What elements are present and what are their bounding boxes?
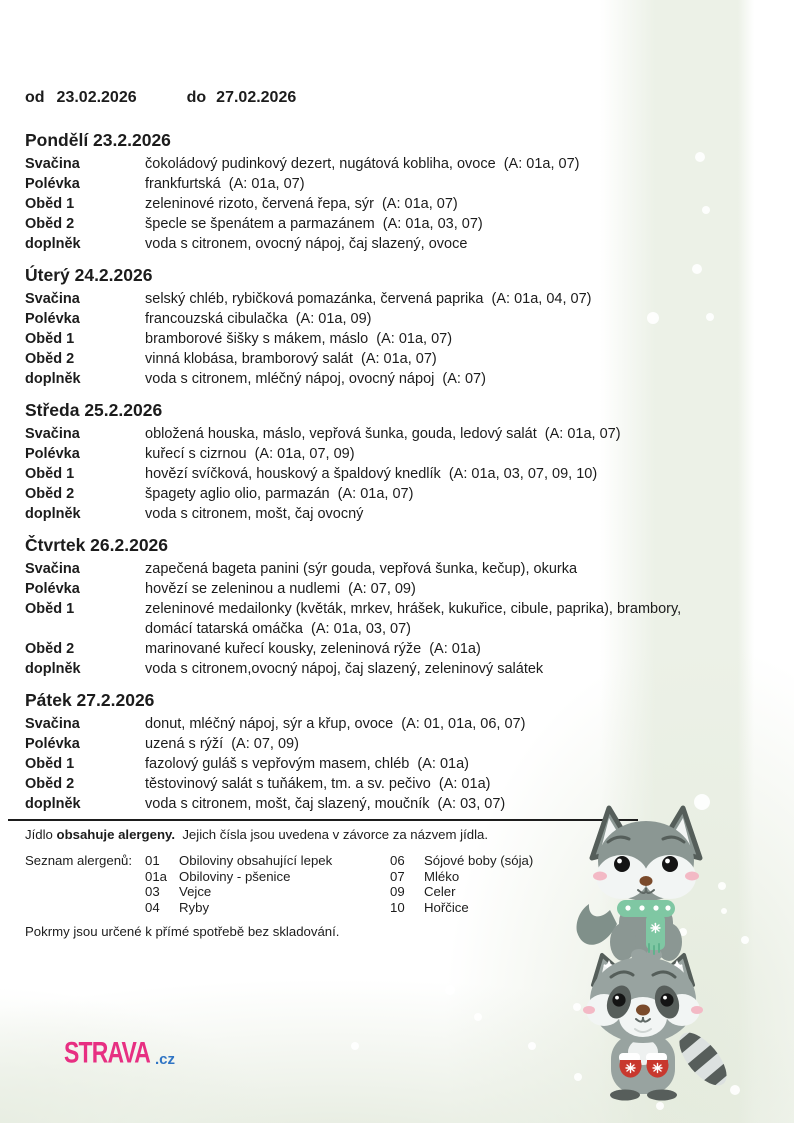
- meal-label: Polévka: [25, 311, 80, 327]
- storage-note: Pokrmy jsou určené k přímé spotřebě bez skladování.: [25, 924, 340, 939]
- meal-text: marinované kuřecí kousky, zeleninová rýže (A: 01a): [145, 641, 481, 657]
- allergen-note-prefix: Jídlo: [25, 827, 57, 842]
- snow-dot: [351, 1042, 359, 1050]
- meal-text: vinná klobása, bramborový salát (A: 01a, 07): [145, 351, 437, 367]
- logo-brand: STRAVA: [64, 1036, 151, 1070]
- meal-text: voda s citronem, ovocný nápoj, čaj slazený, ovoce: [145, 236, 468, 252]
- allergen-name: Ryby: [179, 899, 210, 915]
- menu-row: [25, 484, 794, 504]
- snow-dot: [702, 206, 710, 214]
- meal-label: Oběd 2: [25, 216, 75, 232]
- allergen-column-1: [145, 853, 390, 915]
- meal-text: těstovinový salát s tuňákem, tm. a sv. pečivo (A: 01a): [145, 776, 491, 792]
- menu-row: [25, 444, 794, 464]
- meal-label: Polévka: [25, 446, 80, 462]
- allergen-name: Hořčice: [424, 899, 469, 915]
- snow-dot: [474, 1013, 482, 1021]
- allergen-name: Vejce: [179, 884, 212, 899]
- menu-row: [25, 464, 794, 484]
- snow-dot: [706, 313, 714, 321]
- allergen-name: Sójové boby (sója): [424, 853, 534, 868]
- menu-row: [25, 194, 794, 214]
- menu-row: [25, 154, 794, 174]
- meal-text: hovězí svíčková, houskový a špaldový knedlík (A: 01a, 03, 07, 09, 10): [145, 466, 598, 482]
- meal-text: bramborové šišky s mákem, máslo (A: 01a, 07): [145, 331, 453, 347]
- menu-row: [25, 174, 794, 194]
- allergen-code: 06: [390, 853, 405, 868]
- day-section: [25, 535, 794, 679]
- day-rows: [25, 559, 794, 679]
- meal-label: Svačina: [25, 561, 80, 577]
- day-rows: [25, 424, 794, 524]
- strava-logo: [64, 1036, 175, 1070]
- allergen-name: Celer: [424, 884, 456, 899]
- meal-text: voda s citronem, mošt, čaj slazený, moučník (A: 03, 07): [145, 796, 506, 812]
- meal-text: zeleninové medailonky (květák, mrkev, hrášek, kukuřice, cibule, paprika), brambory, domácí tatarská omáčka (A: 01a, 03, 07): [145, 601, 686, 637]
- day-title: Středa 25.2.2026: [25, 400, 163, 420]
- meal-text: frankfurtská (A: 01a, 07): [145, 176, 305, 192]
- snow-dot: [692, 264, 702, 274]
- allergen-item: [145, 853, 390, 869]
- menu-row: [25, 289, 794, 309]
- allergen-code: 07: [390, 868, 405, 884]
- menu-row: [25, 559, 794, 579]
- menu-row: [25, 329, 794, 349]
- date-from-label: od: [25, 89, 45, 106]
- allergen-name: Mléko: [424, 868, 460, 884]
- meal-text: špagety aglio olio, parmazán (A: 01a, 07): [145, 486, 414, 502]
- meal-label: Oběd 1: [25, 466, 75, 482]
- date-from-value: 23.02.2026: [56, 89, 137, 106]
- meal-text: selský chléb, rybičková pomazánka, červená paprika (A: 01a, 04, 07): [145, 291, 592, 307]
- meal-text: fazolový guláš s vepřovým masem, chléb (A: 01a): [145, 756, 469, 772]
- day-rows: [25, 289, 794, 389]
- date-to-label: do: [186, 89, 207, 106]
- day-rows: [25, 154, 794, 254]
- allergen-item: [390, 869, 533, 885]
- meal-label: Svačina: [25, 156, 80, 172]
- meal-text: čokoládový pudinkový dezert, nugátová kobliha, ovoce (A: 01a, 07): [145, 156, 580, 172]
- date-range: [25, 88, 794, 108]
- menu-row: [25, 504, 794, 524]
- menu-row: [25, 309, 794, 329]
- meal-label: Oběd 2: [25, 776, 75, 792]
- menu-row: [25, 599, 794, 639]
- menu-row: [25, 639, 794, 659]
- logo-suffix: .cz: [154, 1051, 175, 1068]
- meal-text: zeleninové rizoto, červená řepa, sýr (A: 01a, 07): [145, 196, 458, 212]
- menu-row: [25, 349, 794, 369]
- allergen-code: 10: [390, 899, 405, 915]
- meal-text: špecle se špenátem a parmazánem (A: 01a, 03, 07): [145, 216, 483, 232]
- allergen-item: [145, 869, 390, 885]
- meal-text: voda s citronem, mléčný nápoj, ovocný nápoj (A: 07): [145, 371, 486, 387]
- menu-row: [25, 659, 794, 679]
- meal-label: Polévka: [25, 581, 80, 597]
- snow-dot: [528, 1042, 536, 1050]
- snow-dot: [647, 312, 659, 324]
- meal-label: Svačina: [25, 291, 80, 307]
- meal-text: hovězí se zeleninou a nudlemi (A: 07, 09): [145, 581, 416, 597]
- meal-label: Oběd 1: [25, 601, 75, 617]
- day-section: [25, 265, 794, 389]
- meal-label: Polévka: [25, 176, 80, 192]
- day-section: [25, 690, 794, 814]
- snow-dot: [741, 936, 749, 944]
- allergen-code: 01: [145, 853, 160, 868]
- snow-dot: [730, 1085, 740, 1095]
- menu-row: [25, 424, 794, 444]
- menu-row: [25, 369, 794, 389]
- day-title: Pátek 27.2.2026: [25, 690, 155, 710]
- date-to-value: 27.02.2026: [216, 89, 297, 106]
- menu-days: [25, 130, 794, 814]
- allergen-code: 09: [390, 884, 405, 899]
- meal-text: donut, mléčný nápoj, sýr a křup, ovoce (A: 01, 01a, 06, 07): [145, 716, 526, 732]
- menu-row: [25, 214, 794, 234]
- meal-text: zapečená bageta panini (sýr gouda, vepřová šunka, kečup), okurka: [145, 561, 578, 577]
- meal-label: Oběd 1: [25, 756, 75, 772]
- meal-text: francouzská cibulačka (A: 01a, 09): [145, 311, 372, 327]
- menu-row: [25, 234, 794, 254]
- meal-text: kuřecí s cizrnou (A: 01a, 07, 09): [145, 446, 355, 462]
- meal-text: voda s citronem, mošt, čaj ovocný: [145, 506, 364, 522]
- day-section: [25, 130, 794, 254]
- allergen-column-2: [390, 853, 533, 915]
- allergen-item: [145, 884, 390, 900]
- day-title: Pondělí 23.2.2026: [25, 130, 171, 150]
- meal-text: voda s citronem,ovocný nápoj, čaj slazený, zeleninový salátek: [145, 661, 544, 677]
- meal-label: doplněk: [25, 236, 81, 252]
- allergen-item: [145, 900, 390, 916]
- separator-line: [8, 819, 638, 821]
- menu-row: [25, 579, 794, 599]
- allergen-name: Obiloviny obsahující lepek: [179, 853, 333, 868]
- allergen-item: [390, 884, 533, 900]
- day-title: Úterý 24.2.2026: [25, 265, 153, 285]
- allergen-item: [390, 900, 533, 916]
- menu-row: [25, 754, 794, 774]
- allergen-item: [390, 853, 533, 869]
- meal-label: doplněk: [25, 661, 81, 677]
- meal-label: doplněk: [25, 371, 81, 387]
- meal-label: doplněk: [25, 796, 81, 812]
- meal-text: uzená s rýží (A: 07, 09): [145, 736, 299, 752]
- day-section: [25, 400, 794, 524]
- meal-label: Oběd 2: [25, 351, 75, 367]
- meal-label: Oběd 1: [25, 331, 75, 347]
- menu-row: [25, 714, 794, 734]
- day-rows: [25, 714, 794, 814]
- meal-label: Svačina: [25, 426, 80, 442]
- allergen-code: 01a: [145, 868, 168, 884]
- raccoon-illustration: [583, 955, 731, 1101]
- meal-label: doplněk: [25, 506, 81, 522]
- menu-row: [25, 734, 794, 754]
- allergen-code: 03: [145, 884, 160, 899]
- snow-dot: [445, 985, 455, 995]
- meal-label: Svačina: [25, 716, 80, 732]
- day-title: Čtvrtek 26.2.2026: [25, 535, 169, 555]
- meal-text: obložená houska, máslo, vepřová šunka, gouda, ledový salát (A: 01a, 07): [145, 426, 621, 442]
- fox-illustration: [577, 808, 700, 961]
- allergen-list-label: Seznam alergenů:: [25, 853, 133, 868]
- snow-dot: [695, 152, 705, 162]
- meal-label: Oběd 1: [25, 196, 75, 212]
- allergen-name: Obiloviny - pšenice: [179, 868, 291, 884]
- allergen-code: 04: [145, 899, 160, 915]
- meal-label: Oběd 2: [25, 641, 75, 657]
- menu-row: [25, 774, 794, 794]
- meal-label: Polévka: [25, 736, 80, 752]
- allergen-note-rest: Jejich čísla jsou uvedena v závorce za názvem jídla.: [175, 827, 489, 842]
- allergen-note-bold: obsahuje alergeny.: [56, 827, 176, 842]
- fox-and-raccoon-illustration: [573, 804, 731, 1104]
- meal-label: Oběd 2: [25, 486, 75, 502]
